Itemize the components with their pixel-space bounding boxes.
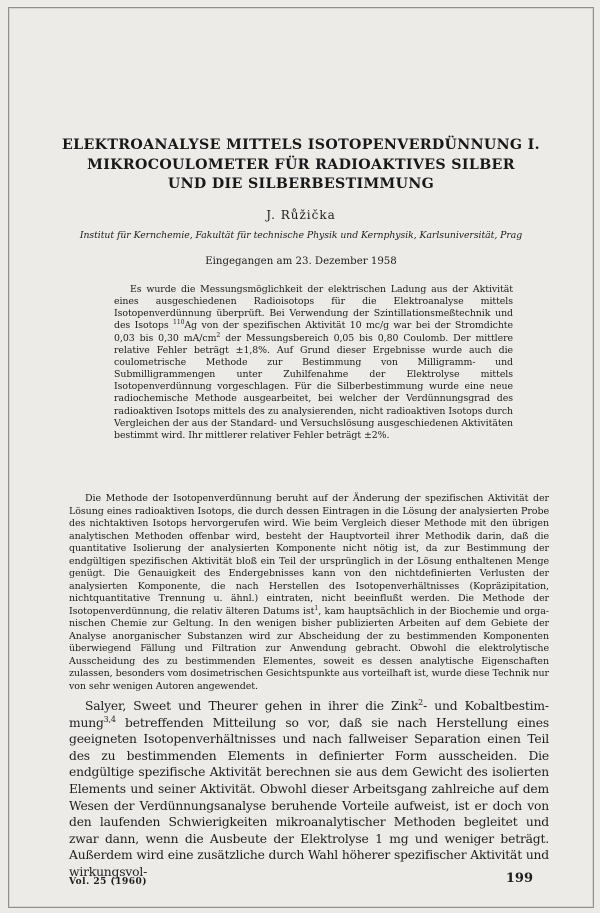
title-line-1: ELEKTROANALYSE MITTELS ISOTOPENVERDÜNNUNG I. xyxy=(62,137,540,153)
isotope-mass-number: 110 xyxy=(173,319,185,327)
title-line-2: MIKROCOULOMETER FÜR RADIOAKTIVES SILBER xyxy=(87,156,515,173)
intro-text-b: , kam hauptsächlich in der Biochemie und organischen Chemie zur Geltung. In den wenigen bisher publizierten Arbeiten auf dem Gebiete der Analyse anorganischer Substanzen wird zur Abscheidung der zu bestimmenden Komponenten überwiegend Fällung und Filtration zur Anwendung gebracht. Obwohl die elektrolytische Ausscheidung des zu bestimmenden Elementes, soweit es dessen analytische Eigenschaften zulassen, besonders vom dosimetrischen Gesichtspunkte aus vorteilhaft ist, wurde diese Technik nur von sehr wenigen Autoren angewendet. xyxy=(69,605,549,692)
body-text-c: betreffenden Mitteilung so vor, daß sie nach Herstellung eines geeigneten Isotopenverhältnisses und nach fallweiser Separation einen Teil des zu bestimmenden Elements in definierter Form ausscheiden. Die endgültige spezifische Aktivität berechnen sie aus dem Gewicht des isolierten Elements und seiner Aktivität. Obwohl dieser Arbeitsgang zahlreiche auf dem Wesen der Verdünnungsanalyse beruhende Vorteile aufweist, ist er doch von den laufenden Schwierigkeiten mikroanalytischer Methoden begleitet und zwar dann, wenn die Ausbeute der Elektrolyse 1 mg und weniger beträgt. Außerdem wird eine zusätzliche durch Wahl höherer spezifischer Aktivität und wirkungsvol- xyxy=(69,715,549,879)
abstract-text-c: der Messungsbereich 0,05 bis 0,80 Coulomb. Der mittlere relative Fehler beträgt ±1,8%. Auf Grund dieser Ergebnisse wurde auch die coulometrische Methode zur Bestimmung von Milligramm- und Submilligrammengen unter Zuhilfenahme der Elektrolyse mittels Isotopenverdünnung vorgeschlagen. Für die Silberbestimmung wurde eine neue radiochemische Methode ausgearbeitet, bei welcher der Verdünnungsgrad des radioaktiven Isotops mittels des zu analysierenden, nicht radioaktiven Isotops durch Vergleichen der aus der Standard- und Versuchslösung ausgeschiedenen Aktivitäten bestimmt wird. Ihr mittlerer relativer Fehler beträgt ±2%. xyxy=(114,332,513,441)
body-text-b: - und Kobaltbestimmung xyxy=(69,699,549,730)
received-date: Eingegangen am 23. Dezember 1958 xyxy=(205,256,397,267)
intro-paragraph xyxy=(69,493,549,693)
author-name: J. Růžička xyxy=(266,208,336,222)
reference-marker: 1 xyxy=(314,604,319,612)
abstract-text-b: Ag von der spezifischen Aktivität 10 mc/g war bei der Stromdichte 0,03 bis 0,30 mA/cm xyxy=(114,320,513,344)
reference-marker: 3,4 xyxy=(103,714,116,724)
abstract xyxy=(114,284,513,442)
abstract-paragraph xyxy=(114,284,513,442)
affiliation: Institut für Kernchemie, Fakultät für technische Physik und Kernphysik, Karlsuniversität, Prag xyxy=(79,230,523,241)
intro-text-a: Die Methode der Isotopenverdünnung beruht auf der Änderung der spezifischen Aktivität der Lösung eines radioaktiven Isotops, die durch dessen Eintragen in die Lösung der analysierten Probe des nichtaktiven Isotops hervorgerufen wird. Wie beim Vergleich dieser Methode mit den übrigen analytischen Methoden offenbar wird, besteht der Hauptvorteil ihrer Methodik darin, daß die quantitative Isolierung der analysierten Komponente nicht nötig ist, da zur Bestimmung der endgültigen spezifischen Aktivität bloß ein Teil der ursprünglich in der Lösung enthaltenen Menge genügt. Die Genauigkeit des Endergebnisses kann von den nichtdefinierten Verlusten der analysierten Komponente, die nach Herstellen des Isotopenverhältnisses (Kopräzipitation, nichtquantitative Trennung u. ähnl.) eintraten, nicht beeinflußt werden. Die Methode der Isotopenverdünnung, die relativ älteren Datums ist xyxy=(69,493,549,617)
abstract-text-a: Es wurde die Messungsmöglichkeit der elektrischen Ladung aus der Aktivität eines ausgeschiedenen Radioisotops für die Elektroanalyse mittels Isotopenverdünnung überprüft. Bei Verwendung der Szintillationsmeßtechnik und des Isotops xyxy=(114,284,513,332)
volume-info: Vol. 25 (1960) xyxy=(69,877,148,887)
title-line-3: UND DIE SILBERBESTIMMUNG xyxy=(167,176,435,192)
journal-page xyxy=(8,7,594,908)
introduction xyxy=(69,493,549,693)
page-number: 199 xyxy=(505,871,533,886)
body-text-a: Salyer, Sweet und Theurer gehen in ihrer die Zink xyxy=(85,699,419,713)
main-text xyxy=(69,698,549,881)
reference-marker: 2 xyxy=(418,697,424,707)
unit-exponent: 2 xyxy=(216,331,221,339)
article-title xyxy=(9,136,593,195)
body-paragraph xyxy=(69,698,549,881)
